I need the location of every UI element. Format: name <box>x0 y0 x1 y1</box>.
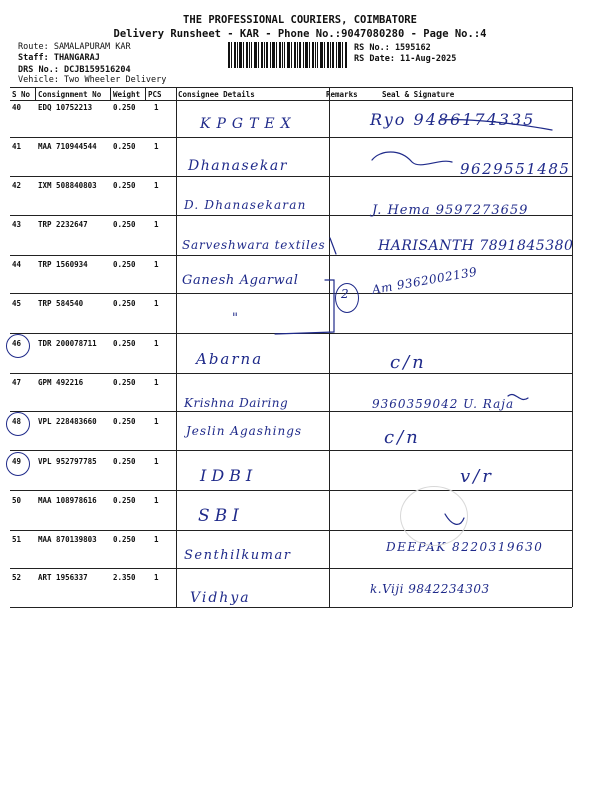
tick-stroke <box>330 238 336 254</box>
row-pcs: 1 <box>154 378 159 387</box>
row-weight: 0.250 <box>113 339 136 348</box>
row-weight: 0.250 <box>113 260 136 269</box>
staff-label: Staff: THANGARAJ <box>18 53 100 63</box>
vehicle-label: Vehicle: Two Wheeler Delivery <box>18 75 167 85</box>
row-weight: 0.250 <box>113 496 136 505</box>
scribble-stroke <box>445 514 464 524</box>
row-pcs: 1 <box>154 573 159 582</box>
row-weight: 0.250 <box>113 457 136 466</box>
rs-date: RS Date: 11-Aug-2025 <box>354 54 457 64</box>
row-pcs: 1 <box>154 457 159 466</box>
row-pcs: 1 <box>154 417 159 426</box>
row-sno: 46 <box>12 339 22 348</box>
row-sno: 50 <box>12 496 22 505</box>
row-sno: 47 <box>12 378 22 387</box>
row-consignment: MAA 870139803 <box>38 535 97 544</box>
row-consignment: VPL 952797785 <box>38 457 97 466</box>
runsheet-subtitle: Delivery Runsheet - KAR - Phone No.:9047080280 - Page No.:4 <box>113 28 487 40</box>
row-signature: c/n <box>384 427 421 448</box>
row-pcs: 1 <box>154 142 159 151</box>
row-consignee: Ganesh Agarwal <box>182 273 299 288</box>
col-header-weight: Weight <box>113 90 141 99</box>
col-header-consignee: Consignee Details <box>178 90 255 99</box>
row-consignment: GPM 492216 <box>38 378 84 387</box>
row-sno: 49 <box>12 457 22 466</box>
row-consignment: TRP 2232647 <box>38 220 88 229</box>
col-header-sno: S No <box>12 90 31 99</box>
row-sno: 42 <box>12 181 22 190</box>
col-header-remarks: Remarks <box>326 90 358 99</box>
row-sno: 51 <box>12 535 22 544</box>
row-consignee: SBI <box>198 506 244 526</box>
row-weight: 0.250 <box>113 142 136 151</box>
row-consignee: Vidhya <box>190 590 251 606</box>
row-pcs: 1 <box>154 260 159 269</box>
row-weight: 2.350 <box>113 573 136 582</box>
scribble-stroke <box>372 152 452 165</box>
row-pcs: 1 <box>154 496 159 505</box>
col-header-consignment: Consignment No <box>38 90 102 99</box>
row-consignment: ART 1956337 <box>38 573 88 582</box>
row-weight: 0.250 <box>113 103 136 112</box>
row-sno: 40 <box>12 103 22 112</box>
rs-number: RS No.: 1595162 <box>354 43 431 53</box>
row-consignee: KPGTEX <box>200 116 297 132</box>
row-consignment: MAA 108978616 <box>38 496 97 505</box>
row-pcs: 1 <box>154 181 159 190</box>
row-consignee-ditto: " <box>232 311 240 326</box>
row-sno: 52 <box>12 573 22 582</box>
row-signature: 9629551485 <box>460 160 571 178</box>
row-consignment: IXM 508840803 <box>38 181 97 190</box>
row-signature: DEEPAK 8220319630 <box>386 540 544 554</box>
row-consignee: D. Dhanasekaran <box>184 198 307 212</box>
row-consignee: Senthilkumar <box>184 548 292 563</box>
scribble-stroke <box>508 394 528 399</box>
row-sno: 45 <box>12 299 22 308</box>
col-header-signature: Seal & Signature <box>382 90 455 99</box>
company-title: THE PROFESSIONAL COURIERS, COIMBATORE <box>183 14 417 26</box>
row-signature: Am 9362002139 <box>370 264 479 297</box>
row-consignee: Jeslin Agashings <box>186 424 303 438</box>
row-weight: 0.250 <box>113 417 136 426</box>
row-signature: k.Viji 9842234303 <box>370 582 490 596</box>
bracket-stroke <box>275 280 334 334</box>
row-consignee: Dhanasekar <box>188 158 288 174</box>
row-consignee: Abarna <box>196 350 264 368</box>
row-sno: 48 <box>12 417 22 426</box>
row-pcs: 1 <box>154 339 159 348</box>
row-weight: 0.250 <box>113 220 136 229</box>
row-consignee: Sarveshwara textiles <box>182 238 326 252</box>
row-pcs: 1 <box>154 103 159 112</box>
row-consignment: VPL 228483660 <box>38 417 97 426</box>
row-sno: 43 <box>12 220 22 229</box>
row-signature: c/n <box>390 352 427 373</box>
row-signature: v/r <box>460 466 494 487</box>
col-header-pcs: PCS <box>148 90 162 99</box>
row-consignment: TDR 200078711 <box>38 339 97 348</box>
row-signature: 9360359042 U. Raja <box>372 397 515 411</box>
row-pcs: 1 <box>154 220 159 229</box>
row-consignment: EDQ 10752213 <box>38 103 93 112</box>
row-consignee: IDBI <box>200 466 258 485</box>
row-consignment: MAA 710944544 <box>38 142 97 151</box>
row-weight: 0.250 <box>113 535 136 544</box>
row-pcs: 1 <box>154 299 159 308</box>
row-weight: 0.250 <box>113 378 136 387</box>
strike-stroke <box>440 120 552 130</box>
route-label: Route: SAMALAPURAM KAR <box>18 42 131 52</box>
row-pcs: 1 <box>154 535 159 544</box>
row-signature: J. Hema 9597273659 <box>372 203 529 218</box>
row-signature: Ryo 9486174335 <box>370 110 536 129</box>
row-weight: 0.250 <box>113 299 136 308</box>
row-consignment: TRP 584540 <box>38 299 84 308</box>
row-consignee: Krishna Dairing <box>184 396 289 410</box>
row-sno: 44 <box>12 260 22 269</box>
row-sno: 41 <box>12 142 22 151</box>
row-weight: 0.250 <box>113 181 136 190</box>
row-remarks: 2 <box>341 287 349 301</box>
drs-number: DRS No.: DCJB159516204 <box>18 65 131 75</box>
row-signature: HARISANTH 7891845380 <box>378 238 574 254</box>
row-consignment: TRP 1560934 <box>38 260 88 269</box>
